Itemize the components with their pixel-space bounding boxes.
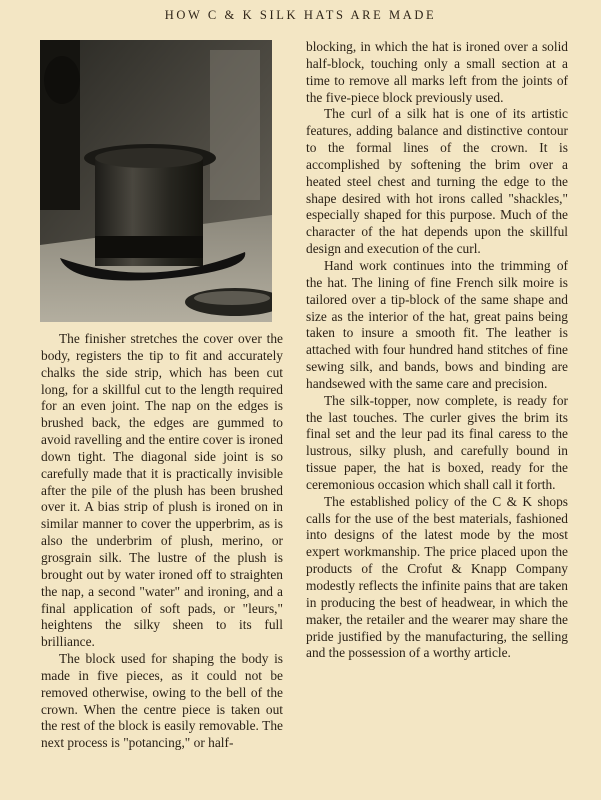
paragraph-curl: The curl of a silk hat is one of its artistic features, adding balance and distinctive contour to the formal lines of the crown. It is accomplished by softening the brim over a heated steel chest and turning the edge to the shape desired with hot irons called "shackles," especially shaped for this purpose. Much of the character of the hat depends upon the skillful design and execution of the curl. [306,106,568,257]
paragraph-blocking-cont: blocking, in which the hat is ironed over a solid half-block, touching only a small section at a time to remove all marks left from the joints of the five-piece block previously used. [306,39,568,105]
top-hat-photo [40,40,272,322]
photo-illustration [40,40,272,322]
iron-tool-highlight [194,291,270,305]
paragraph-policy: The established policy of the C & K shops calls for the use of the best materials, fashioned into designs of the latest mode by the most expert workmanship. The price placed upon the products of the Crofut & Knapp Company modestly reflects the infinite pains that are taken in producing the best of headwear, in which the maker, the retailer and the wearer may share the pride justified by the manufacturing, the selling and the possession of a worthy article. [306,493,568,661]
running-head: HOW C & K SILK HATS ARE MADE [164,8,437,22]
paragraph-block: The block used for shaping the body is made in five pieces, as it could not be removed otherwise, owing to the bell of the crown. When the centre piece is taken out the rest of the block is easily removable. The next process is "potancing," or half- [41,651,283,751]
hat-band [95,236,203,258]
left-column [41,331,283,752]
right-column [306,39,568,662]
bottle-neck [44,56,80,104]
hat-top [95,148,203,168]
wall-highlight [210,50,260,200]
paragraph-trimming: Hand work continues into the trimming of the hat. The lining of fine French silk moire is tailored over a tip-block of the same shape and size as the interior of the hat, great pains being taken to insure a smooth fit. The leather is attached with four hundred hand stitches of fine sewing silk, and bands, bows and binding are handsewed with the same care and precision. [306,257,568,391]
paragraph-finisher: The finisher stretches the cover over the body, registers the tip to fit and accurately chalks the side strip, which has been cut long, for a skillful cut to the length required for an even joint. The nap on the edges is brushed back, the edges are gummed to avoid ravelling and the entire cover is ironed down tight. The diagonal side joint is so carefully made that it is practically invisible after the pile of the plush has been brushed over it. A bias strip of plush is ironed on in similar manner to cover the upperbrim, as is also the underbrim of plush, merino, or grosgrain silk. The lustre of the plush is brought out by water ironed off to straighten the nap, a second "water" and ironing, and a final application of soft pads, or "leurs," heightens the silky sheen to its full brilliance. [41,331,283,650]
paragraph-silk-topper: The silk-topper, now complete, is ready for the last touches. The curler gives the brim its final set and the leur pad its final caress to the lustrous, silky plush, and carefully bound in tissue paper, the hat is boxed, ready for the ceremonious occasion which shall call it forth. [306,392,568,492]
